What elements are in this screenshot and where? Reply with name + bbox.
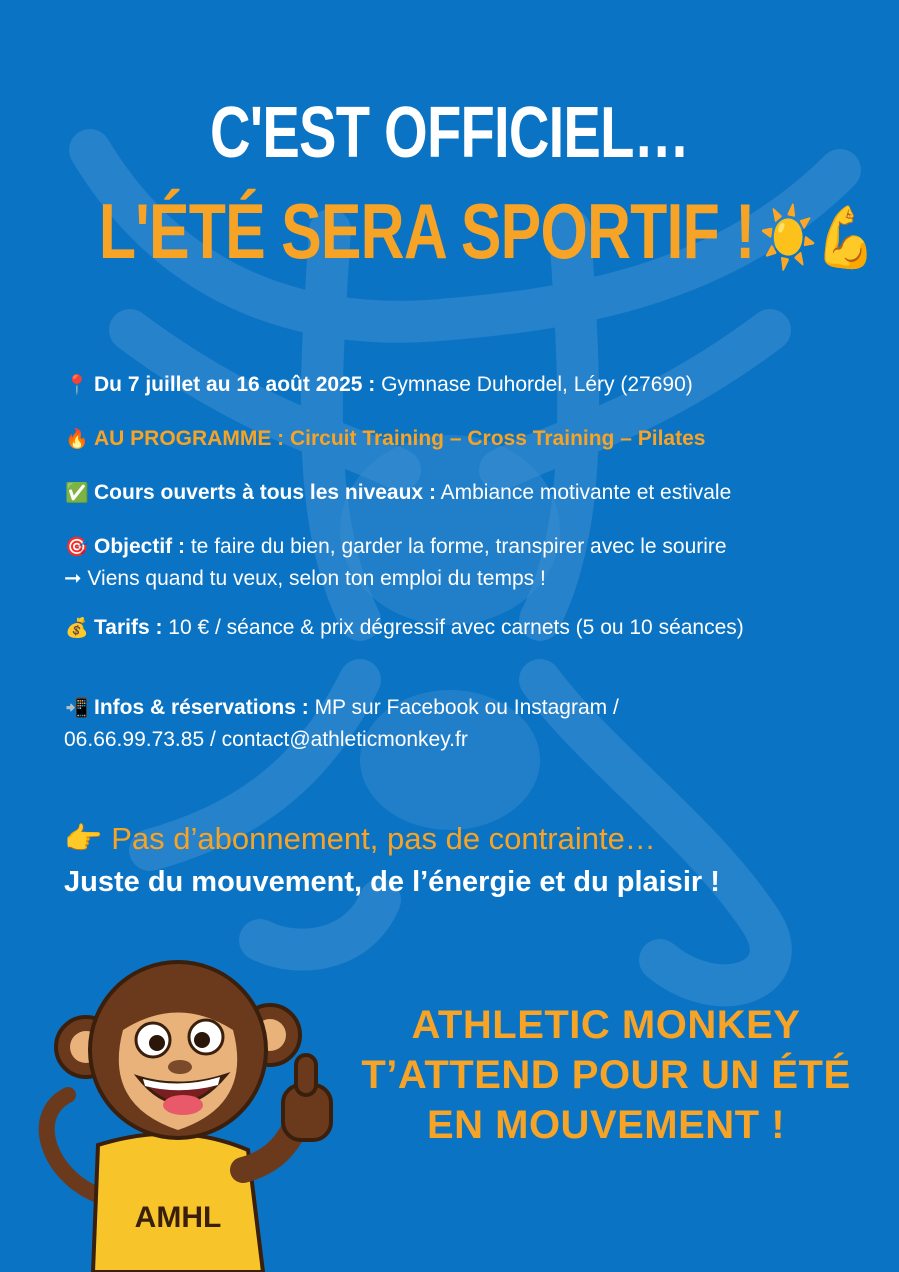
pointing-hand-icon: 👉 (64, 821, 103, 856)
info-contact-value: MP sur Facebook ou Instagram / 06.66.99.73.85 / contact@athleticmonkey.fr (64, 696, 619, 751)
headline-official: C'EST OFFICIEL… (209, 93, 690, 173)
pin-icon: 📍 (65, 375, 89, 396)
tagline-line2: Juste du mouvement, de l’énergie et du plaisir ! (64, 866, 720, 898)
info-prices-label: Tarifs : (94, 616, 163, 639)
tagline-line1: Pas d’abonnement, pas de contrainte… (111, 821, 656, 856)
info-dates-label: Du 7 juillet au 16 août 2025 : (94, 373, 376, 396)
info-levels (64, 477, 844, 509)
info-prices (64, 612, 764, 644)
tagline-no-subscription (64, 820, 864, 857)
phone-icon: 📲 (65, 698, 89, 719)
cta-line2: T’ATTEND POUR UN ÉTÉ (361, 1053, 851, 1097)
headline-summer-text: L'ÉTÉ SERA SPORTIF ! (98, 187, 755, 275)
info-levels-value: Ambiance motivante et estivale (435, 481, 732, 504)
info-contact-label: Infos & réservations : (94, 696, 309, 719)
target-icon: 🎯 (65, 537, 89, 558)
info-program-label: AU PROGRAMME : Circuit Training – Cross Training – Pilates (94, 427, 706, 450)
call-to-action (356, 1000, 856, 1150)
sun-muscle-emoji-icon: ☀️💪 (759, 203, 875, 271)
info-dates-value: Gymnase Duhordel, Léry (27690) (375, 373, 693, 396)
info-objective-value: te faire du bien, garder la forme, transpirer avec le sourire (185, 535, 727, 558)
monkey-mascot-illustration (28, 955, 348, 1272)
fire-icon: 🔥 (65, 429, 89, 450)
check-icon: ✅ (65, 483, 89, 504)
info-objective-label: Objectif : (94, 535, 186, 558)
info-levels-label: Cours ouverts à tous les niveaux : (94, 481, 436, 504)
headline-summer (98, 186, 875, 277)
cta-line3: EN MOUVEMENT ! (426, 1103, 786, 1147)
info-objective-line2: ➞ Viens quand tu veux, selon ton emploi du temps ! (64, 567, 546, 590)
info-objective (64, 531, 844, 594)
money-bag-icon: 💰 (65, 618, 89, 639)
info-dates (64, 369, 844, 401)
mascot-shirt-text: AMHL (134, 1201, 222, 1234)
cta-line1: ATHLETIC MONKEY (411, 1003, 801, 1047)
info-program (64, 423, 844, 455)
info-contact (64, 692, 744, 755)
info-prices-value: 10 € / séance & prix dégressif avec carnets (5 ou 10 séances) (162, 616, 744, 639)
